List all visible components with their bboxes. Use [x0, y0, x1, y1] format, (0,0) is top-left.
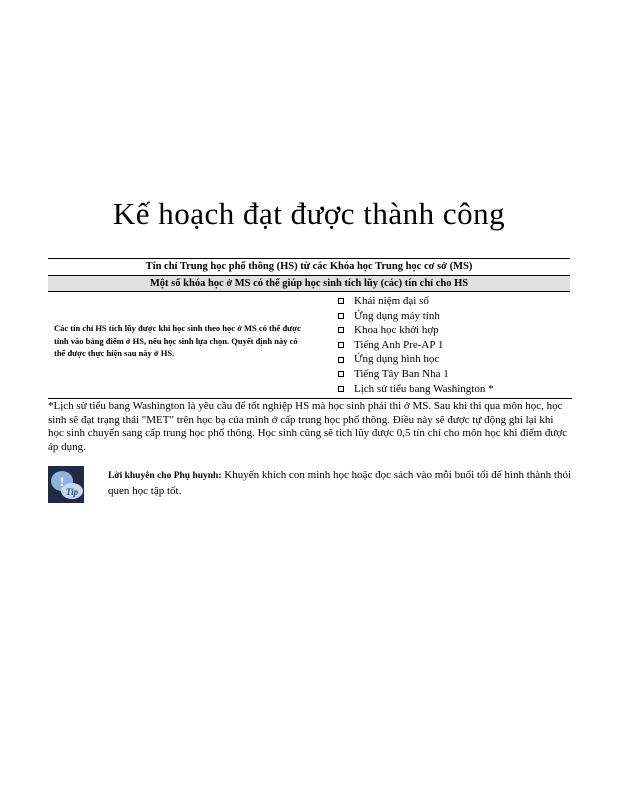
page-title: Kế hoạch đạt được thành công	[112, 196, 506, 231]
list-item: Ứng dụng máy tính	[336, 309, 570, 324]
bullet-icon	[338, 298, 344, 304]
credits-explanation: Các tín chỉ HS tích lũy được khi học sinh theo học ở MS có thể được tính vào bảng điểm ở HS, nếu học sinh lựa chọn. Quyết định này có thể được thực hiện sau này ở HS.	[54, 323, 301, 358]
list-item: Khái niệm đại số	[336, 294, 570, 309]
table-subheader: Một số khóa học ở MS có thể giúp học sinh tích lũy (các) tín chỉ cho HS	[48, 276, 570, 292]
tip-icon	[48, 466, 84, 503]
list-item: Tiếng Tây Ban Nha 1	[336, 367, 570, 382]
table-header: Tín chỉ Trung học phổ thông (HS) từ các Khóa học Trung học cơ sở (MS)	[48, 258, 570, 276]
svg-text:!: !	[59, 474, 65, 489]
list-item: Tiếng Anh Pre-AP 1	[336, 338, 570, 353]
bullet-icon	[338, 313, 344, 319]
course-list	[336, 294, 570, 396]
footnote: *Lịch sử tiểu bang Washington là yêu cầu để tốt nghiệp HS mà học sinh phải thi ở MS. Sau khi thi qua môn học, học sinh sẽ đạt trạng thái "MET" trên học bạ của mình ở cấp trung học phổ thông. Điều này sẽ được tự động ghi lại khi học sinh chuyển sang cấp trung học phổ thông. Học sinh cũng sẽ tích lũy được 0,5 tín chỉ cho môn học khi điểm được áp dụng.	[48, 398, 572, 454]
svg-text:Tip: Tip	[65, 487, 79, 497]
bullet-icon	[338, 371, 344, 377]
tip-body: Khuyến khích con mình học hoặc đọc sách vào mỗi buổi tối để hình thành thói quen học tập tốt.	[108, 469, 572, 497]
list-item: Ứng dụng hình học	[336, 352, 570, 367]
table-body	[48, 292, 570, 396]
credits-table	[48, 258, 570, 396]
bullet-icon	[338, 327, 344, 333]
tip-paragraph	[108, 468, 578, 498]
bullet-icon	[338, 357, 344, 363]
list-item: Lịch sử tiểu bang Washington *	[336, 382, 570, 397]
bullet-icon	[338, 386, 344, 392]
list-item: Khoa học khởi hợp	[336, 323, 570, 338]
bullet-icon	[338, 342, 344, 348]
tip-label: Lời khuyên cho Phụ huynh:	[108, 471, 222, 481]
